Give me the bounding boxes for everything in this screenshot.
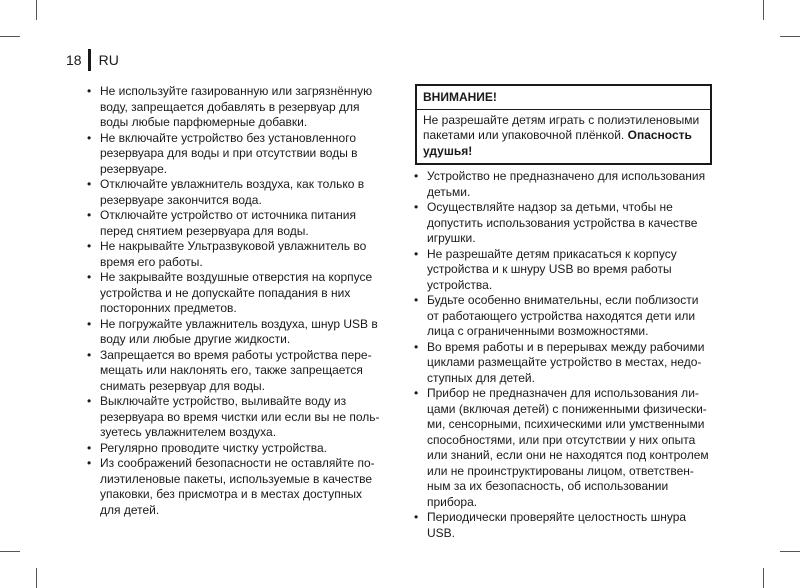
- list-item: • Не накрывайте Ультразвуковой увлажнитель во время его работы.: [84, 239, 380, 270]
- crop-mark: [36, 0, 37, 20]
- list-item: • Не закрывайте воздушные отверстия на корпусе устройства и не допускайте попадания в них посторонних предметов.: [84, 270, 380, 317]
- header-divider: [88, 49, 91, 71]
- list-item: • Запрещается во время работы устройства пере-мещать или наклонять его, также запрещается снимать резервуар для воды.: [84, 348, 380, 395]
- list-item: • Периодически проверяйте целостность шнура USB.: [411, 510, 711, 541]
- list-item: • Осуществляйте надзор за детьми, чтобы не допустить использования устройства в качестве игрушки.: [411, 200, 711, 247]
- list-item: • Выключайте устройство, выливайте воду из резервуара во время чистки или если вы не поль-зуетесь увлажнителем воздуха.: [84, 394, 380, 441]
- list-item: • Во время работы и в перерывах между рабочими циклами размещайте устройство в местах, недо-ступных для детей.: [411, 340, 711, 387]
- warning-emphasis: Опасность удушья!: [423, 128, 692, 158]
- right-column: [411, 169, 711, 541]
- crop-mark: [780, 36, 800, 37]
- list-item: • Не включайте устройство без установленного резервуара для воды и при отсутствии воды в резервуаре.: [84, 131, 380, 178]
- crop-mark: [36, 568, 37, 588]
- page-number: 18: [66, 52, 82, 68]
- warning-text: Не разрешайте детям играть с полиэтиленовыми пакетами или упаковочной плёнкой.: [423, 112, 700, 142]
- list-item: • Регулярно проводите чистку устройства.: [84, 441, 380, 457]
- warning-title: ВНИМАНИЕ!: [417, 86, 710, 110]
- safety-list-right: [411, 169, 711, 541]
- list-item: • Будьте особенно внимательны, если поблизости от работающего устройства находятся дети или лица с ограниченными возможностями.: [411, 293, 711, 340]
- list-item: • Не используйте газированную или загрязнённую воду, запрещается добавлять в резервуар для воды любые парфюмерные добавки.: [84, 84, 380, 131]
- list-item: • Прибор не предназначен для использования ли-цами (включая детей) с пониженными физически-ми, сенсорными, психическими или умственными способностями, или при отсутствии у них опыта или знаний, если они не находятся под контролем или не проинструктированы лицом, ответствен-ным за их безопасность, об использовании прибора.: [411, 386, 711, 510]
- language-code: RU: [98, 52, 119, 68]
- warning-box: [415, 84, 712, 165]
- safety-list-left: [84, 84, 380, 518]
- list-item: • Из соображений безопасности не оставляйте по-лиэтиленовые пакеты, используемые в качестве упаковки, без присмотра и в местах доступных для детей.: [84, 456, 380, 518]
- left-column: [84, 84, 380, 518]
- crop-mark: [0, 36, 20, 37]
- list-item: • Не погружайте увлажнитель воздуха, шнур USB в воду или любые другие жидкости.: [84, 317, 380, 348]
- list-item: • Не разрешайте детям прикасаться к корпусу устройства и к шнуру USB во время работы устройства.: [411, 247, 711, 294]
- list-item: • Отключайте увлажнитель воздуха, как только в резервуаре закончится вода.: [84, 177, 380, 208]
- crop-mark: [780, 551, 800, 552]
- list-item: • Отключайте устройство от источника питания перед снятием резервуара для воды.: [84, 208, 380, 239]
- crop-mark: [0, 551, 20, 552]
- crop-mark: [763, 0, 764, 20]
- page-header: [66, 49, 119, 71]
- warning-body: [417, 110, 710, 164]
- list-item: • Устройство не предназначено для использования детьми.: [411, 169, 711, 200]
- crop-mark: [763, 568, 764, 588]
